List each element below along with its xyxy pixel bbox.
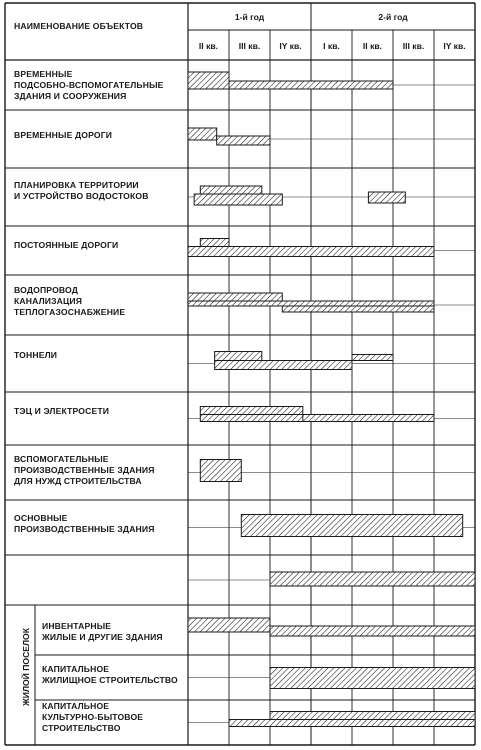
row-label-site-grading: ПЛАНИРОВКА ТЕРРИТОРИИ И УСТРОЙСТВО ВОДОСТОКОВ <box>14 180 149 201</box>
row-label-tunnels: ТОННЕЛИ <box>14 350 58 360</box>
quarter-header-5: II кв. <box>362 41 383 51</box>
row-label-permanent-roads: ПОСТОЯННЫЕ ДОРОГИ <box>14 240 119 250</box>
row-label-power-plant: ТЭЦ И ЭЛЕКТРОСЕТИ <box>14 406 110 416</box>
row-label-auxiliary-buildings: ВСПОМОГАТЕЛЬНЫЕ ПРОИЗВОДСТВЕННЫЕ ЗДАНИЯ ДЛЯ НУЖД СТРОИТЕЛЬСТВА <box>14 454 155 486</box>
row-label-utilities: ВОДОПРОВОД КАНАЛИЗАЦИЯ ТЕПЛОГАЗОСНАБЖЕНИЕ <box>14 285 126 317</box>
schedule-bar-row-4-1-1 <box>200 239 229 247</box>
row-label-capital-cultural: КАПИТАЛЬНОЕ КУЛЬТУРНО-БЫТОВОЕ СТРОИТЕЛЬСТВО <box>42 701 144 733</box>
group-label-residential-settlement: ЖИЛОЙ ПОСЕЛОК <box>21 628 31 706</box>
schedule-bar-row-7-1-3 <box>303 415 434 422</box>
schedule-bar-row-3-2-1 <box>368 192 405 203</box>
schedule-bar-row-11-1-1 <box>188 618 270 632</box>
schedule-bars <box>188 72 475 727</box>
year-1-header: 1-й год <box>234 12 265 22</box>
quarter-header-1: II кв. <box>198 41 219 51</box>
schedule-bar-row-1-1-2 <box>229 81 393 89</box>
schedule-bar-row-3-1-1 <box>200 186 261 194</box>
schedule-bar-row-2-1-1 <box>188 128 217 140</box>
row-label-main-buildings: ОСНОВНЫЕ ПРОИЗВОДСТВЕННЫЕ ЗДАНИЯ <box>14 513 155 534</box>
schedule-bar-row-11-1-2 <box>270 626 475 636</box>
row-label-temporary-roads: ВРЕМЕННЫЕ ДОРОГИ <box>14 130 113 140</box>
row-label-temporary-buildings: ВРЕМЕННЫЕ ПОДСОБНО-ВСПОМОГАТЕЛЬНЫЕ ЗДАНИЯ И СООРУЖЕНИЯ <box>14 69 164 101</box>
schedule-bar-row-8-1-1 <box>200 460 241 482</box>
quarter-header-6: III кв. <box>402 41 425 51</box>
quarter-header-7: IY кв. <box>443 41 466 51</box>
schedule-bar-row-6-1-1 <box>215 352 262 361</box>
schedule-bar-row-5-1-2 <box>188 301 434 306</box>
schedule-bar-row-12-1-1 <box>270 668 475 689</box>
quarter-header-4: I кв. <box>323 41 340 51</box>
schedule-bar-row-13-1-1 <box>229 720 475 727</box>
schedule-bar-row-10-1-1 <box>270 572 475 586</box>
quarter-header-2: III кв. <box>238 41 261 51</box>
quarter-header-3: IY кв. <box>279 41 302 51</box>
schedule-bar-row-2-1-2 <box>217 136 270 145</box>
schedule-bar-row-9-1-1 <box>241 515 462 537</box>
schedule-bar-row-4-1-2 <box>188 247 434 257</box>
schedule-bar-row-5-1-3 <box>282 306 434 312</box>
schedule-bar-row-13-1-2 <box>270 712 475 720</box>
year-2-header: 2-й год <box>378 12 408 22</box>
schedule-bar-row-1-1-1 <box>188 72 229 89</box>
row-label-inventory-housing: ИНВЕНТАРНЫЕ ЖИЛЫЕ И ДРУГИЕ ЗДАНИЯ <box>42 621 163 642</box>
schedule-bar-row-5-1-1 <box>188 293 282 301</box>
row-label-capital-housing: КАПИТАЛЬНОЕ ЖИЛИЩНОЕ СТРОИТЕЛЬСТВО <box>42 664 178 685</box>
objects-column-header: НАИМЕНОВАНИЕ ОБЪЕКТОВ <box>14 21 144 31</box>
schedule-bar-row-6-1-2 <box>215 361 352 370</box>
schedule-bar-row-3-1-2 <box>194 194 282 205</box>
schedule-bar-row-6-1-3 <box>352 355 393 361</box>
schedule-bar-row-7-1-1 <box>200 407 302 415</box>
